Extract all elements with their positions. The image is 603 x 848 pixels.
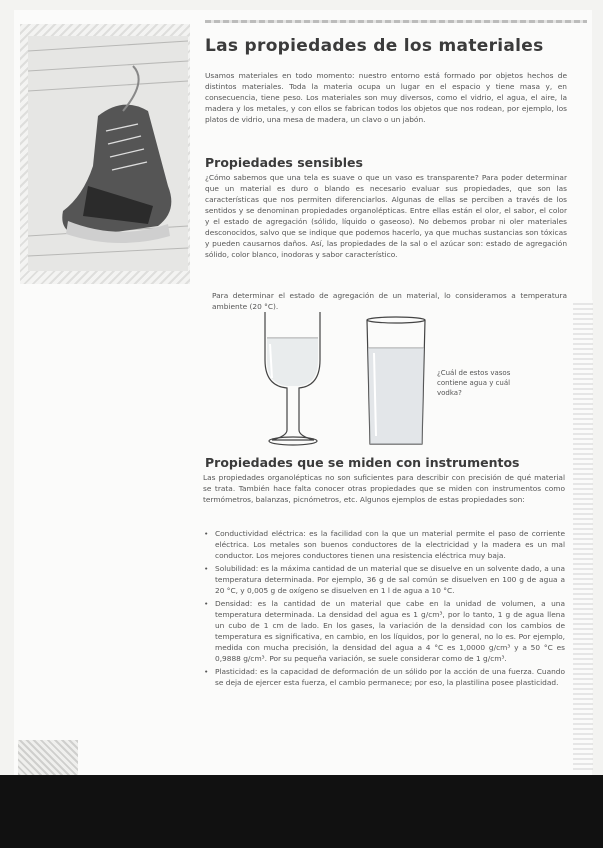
section-trail-text: Para determinar el estado de agregación de un material, lo consideramos a temperatura ambiente (20 °C). — [212, 291, 567, 311]
bullet-icon: • — [204, 667, 209, 676]
property-list — [203, 528, 565, 690]
section-body-sensibles: ¿Cómo sabemos que una tela es suave o que un vaso es transparente? Para poder determinar que un material es duro o blando es necesario evaluar sus propiedades, que son las características que nos permiten diferenciarlos. Algunas de ellas se perciben a través de los sentidos y se denominan propiedades organolépticas. Entre ellas están el olor, el sabor, el color y el estado de agregación (sólido, líquido o gaseoso). No debemos probar ni oler materiales desconocidos, salvo que se indique que podemos hacerlo, ya que muchas sustancias son tóxicas y pueden causarnos daños. Así, las propiedades de la sal o el azúcar son: estado de agregación sólido, color blanco, inodoras y sabor característico. — [205, 173, 567, 259]
list-item-text: Densidad: es la cantidad de un material que cabe en la unidad de volumen, a una temperatura determinada. La densidad del agua es 1 g/cm³, por lo tanto, 1 g de agua llena un cubo de 1 cm de lado. En los gases, la variación de la densidad con los cambios de temperatura es significativa, en cambio, en los líquidos, por lo general, no lo es. Por ejemplo, medida con mucha precisión, la densidad del agua a 4 °C es 1,0000 g/cm³ y a 50 °C es 0,9888 g/cm³. Por su pequeña variación, se suele considerar como de 1 g/cm³. — [215, 599, 565, 663]
list-item-text: Conductividad eléctrica: es la facilidad con la que un material permite el paso de corriente eléctrica. Los metales son buenos conductores de la electricidad y la madera es un mal conductor. Los mejores conductores tienen una resistencia eléctrica muy baja. — [215, 529, 565, 560]
scan-shadow-lower — [18, 740, 78, 775]
section-body-instrumentos: Las propiedades organolépticas no son suficientes para describir con precisión de qué material se trata. También hace falta conocer otras propiedades que se miden con instrumentos como termómetros, balanzas, picnómetros, etc. Algunos ejemplos de estas propiedades son: — [203, 473, 565, 504]
glasses-figure — [262, 308, 432, 448]
page-title: Las propiedades de los materiales — [205, 36, 544, 56]
bullet-icon: • — [204, 599, 209, 608]
bullet-icon: • — [204, 564, 209, 573]
scan-border — [0, 775, 603, 848]
section-heading-sensibles: Propiedades sensibles — [205, 155, 363, 170]
section-heading-instrumentos: Propiedades que se miden con instrumentos — [205, 455, 520, 470]
list-item — [203, 598, 565, 664]
intro-paragraph: Usamos materiales en todo momento: nuestro entorno está formado por objetos hechos de distintos materiales. Toda la materia ocupa un lugar en el espacio y tiene masa y, en consecuencia, tiene peso. Los materiales son muy diversos, como el vidrio, el agua, el aire, la madera y los metales, y con ellos se fabrican todos los objetos que nos rodean, por ejemplo, los platos de vidrio, una mesa de madera, un clavo o un jabón. — [205, 71, 567, 124]
figure-caption: ¿Cuál de estos vasos contiene agua y cuál vodka? — [437, 369, 511, 397]
bullet-icon: • — [204, 529, 209, 538]
list-item-text: Plasticidad: es la capacidad de deformación de un sólido por la acción de una fuerza. Cuando se deja de ejercer esta fuerza, el cambio permanece; por eso, la plastilina posee plasticidad. — [215, 667, 565, 687]
list-item — [203, 528, 565, 561]
header-rule — [205, 20, 587, 23]
list-item-text: Solubilidad: es la máxima cantidad de un material que se disuelve en un solvente dado, a una temperatura determinada. Por ejemplo, 36 g de sal común se disuelven en 100 g de agua a 20 °C, y 0,005 g de oxígeno se disuelven en 1 l de agua a 10 °C. — [215, 564, 565, 595]
list-item — [203, 666, 565, 688]
scan-edge-noise — [573, 300, 593, 770]
sneaker-photo — [28, 36, 188, 271]
list-item — [203, 563, 565, 596]
